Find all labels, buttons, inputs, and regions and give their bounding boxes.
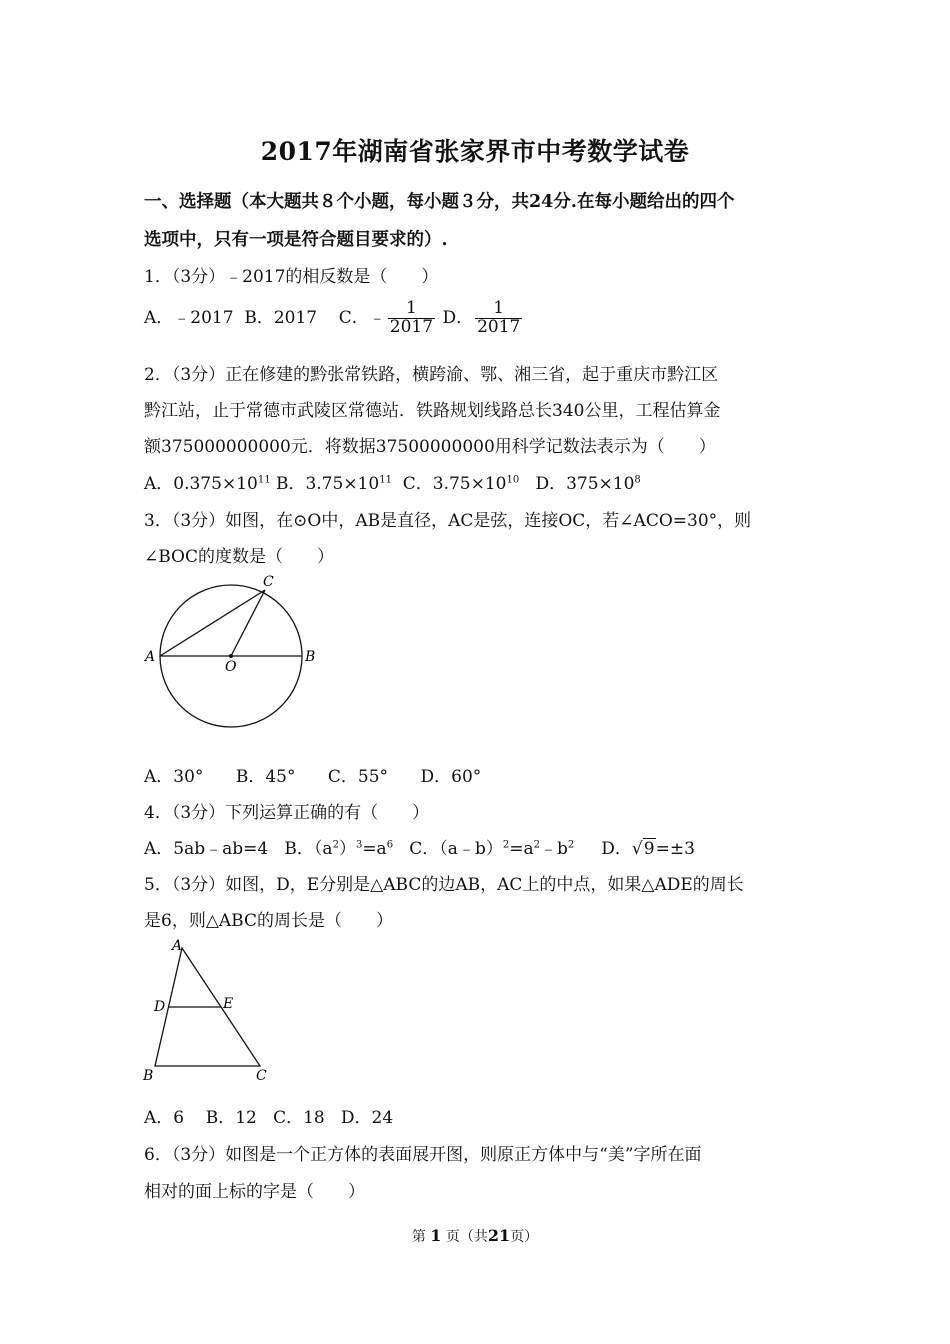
q1-option-c-fraction: $\frac{1}{2017}$ bbox=[389, 298, 434, 337]
label-b: B bbox=[143, 1068, 154, 1084]
label-c: C bbox=[256, 1068, 267, 1084]
section-heading-line2: 选项中，只有一项是符合题目要求的）. bbox=[144, 230, 448, 250]
q3-line2: ∠BOC的度数是（ ） bbox=[144, 547, 334, 567]
q4-options bbox=[144, 834, 695, 859]
q5-option-b: B．12 bbox=[205, 1108, 257, 1128]
q3-option-c: C．55° bbox=[327, 767, 389, 787]
q3-line1: 3．（3分）如图，在⊙O中，AB是直径，AC是弦，连接OC，若∠ACO=30°，则 bbox=[144, 511, 752, 531]
q4-option-a: A．5ab﹣ab=4 bbox=[144, 839, 269, 859]
q4-option-d: D．√9=±3 bbox=[601, 839, 695, 859]
section-heading-line1: 一、选择题（本大题共８个小题，每小题３分，共24分.在每小题给出的四个 bbox=[144, 192, 735, 212]
q1-option-d-fraction: $\frac{1}{2017}$ bbox=[477, 298, 521, 337]
q5-options bbox=[144, 1103, 393, 1128]
q5-line1: 5．（3分）如图，D，E分别是△ABC的边AB，AC上的中点，如果△ADE的周长 bbox=[144, 875, 744, 895]
q4-option-c: C．$(a﹣b)^2=a^2﹣b^2$ bbox=[409, 839, 575, 859]
q2-option-a: A．$0.375\times 10^{11}$ bbox=[144, 474, 271, 494]
q2-option-b: B．$3.75\times 10^{11}$ bbox=[275, 474, 392, 494]
q2-line1: 2．（3分）正在修建的黔张常铁路，横跨渝、鄂、湘三省，起于重庆市黔江区 bbox=[144, 365, 719, 385]
q5-triangle-figure bbox=[140, 936, 280, 1086]
q5-option-c: C．18 bbox=[273, 1108, 325, 1128]
q3-option-a: A．30° bbox=[144, 767, 204, 787]
chord-ac bbox=[160, 590, 265, 656]
q6-line1: 6．（3分）如图是一个正方体的表面展开图，则原正方体中与“美”字所在面 bbox=[144, 1145, 702, 1165]
q3-circle-figure bbox=[140, 570, 330, 735]
page-title: 2017年湖南省张家界市中考数学试卷 bbox=[260, 137, 690, 166]
label-o: O bbox=[225, 659, 237, 675]
q1-stem: 1．（3分）﹣2017的相反数是（ ） bbox=[144, 267, 439, 287]
q3-option-b: B．45° bbox=[235, 767, 296, 787]
q3-option-d: D．60° bbox=[420, 767, 482, 787]
q2-option-c: C．$3.75\times 10^{10}$ bbox=[402, 474, 520, 494]
q2-line2: 黔江站，止于常德市武陵区常德站．铁路规划线路总长340公里，工程估算金 bbox=[144, 401, 721, 421]
q5-option-d: D．24 bbox=[340, 1108, 394, 1128]
q4-stem: 4．（3分）下列运算正确的有（ ） bbox=[144, 803, 430, 823]
q5-option-a: A．6 bbox=[144, 1108, 185, 1128]
label-a: A bbox=[172, 938, 183, 954]
q3-options bbox=[144, 762, 481, 787]
q1-options bbox=[144, 300, 524, 337]
q1-option-b: B．2017 bbox=[244, 307, 318, 328]
center-point bbox=[229, 654, 233, 658]
q4-option-b: B．$(a^2)^3=a^6$ bbox=[284, 839, 394, 859]
q1-option-a: A．﹣2017 bbox=[144, 307, 234, 328]
label-a: A bbox=[145, 649, 156, 665]
page-footer: 第 1 页（共21页） bbox=[411, 1226, 539, 1245]
q5-line2: 是6，则△ABC的周长是（ ） bbox=[144, 911, 393, 931]
label-c: C bbox=[263, 574, 274, 590]
footer-page-number: 1 bbox=[430, 1226, 442, 1245]
radius-oc bbox=[231, 590, 265, 656]
q2-options bbox=[144, 469, 641, 494]
footer-total-pages: 21 bbox=[487, 1226, 511, 1245]
q2-line3: 额375000000000元．将数据37500000000用科学记数法表示为（ ） bbox=[144, 437, 716, 457]
q1-option-d-label: D． bbox=[442, 307, 474, 328]
label-e: E bbox=[223, 996, 234, 1012]
label-b: B bbox=[305, 649, 316, 665]
label-d: D bbox=[154, 999, 166, 1015]
q6-line2: 相对的面上标的字是（ ） bbox=[144, 1182, 365, 1202]
q1-option-c-label: C．﹣ bbox=[338, 307, 386, 328]
q2-option-d: D．$375\times 10^8$ bbox=[535, 474, 641, 494]
